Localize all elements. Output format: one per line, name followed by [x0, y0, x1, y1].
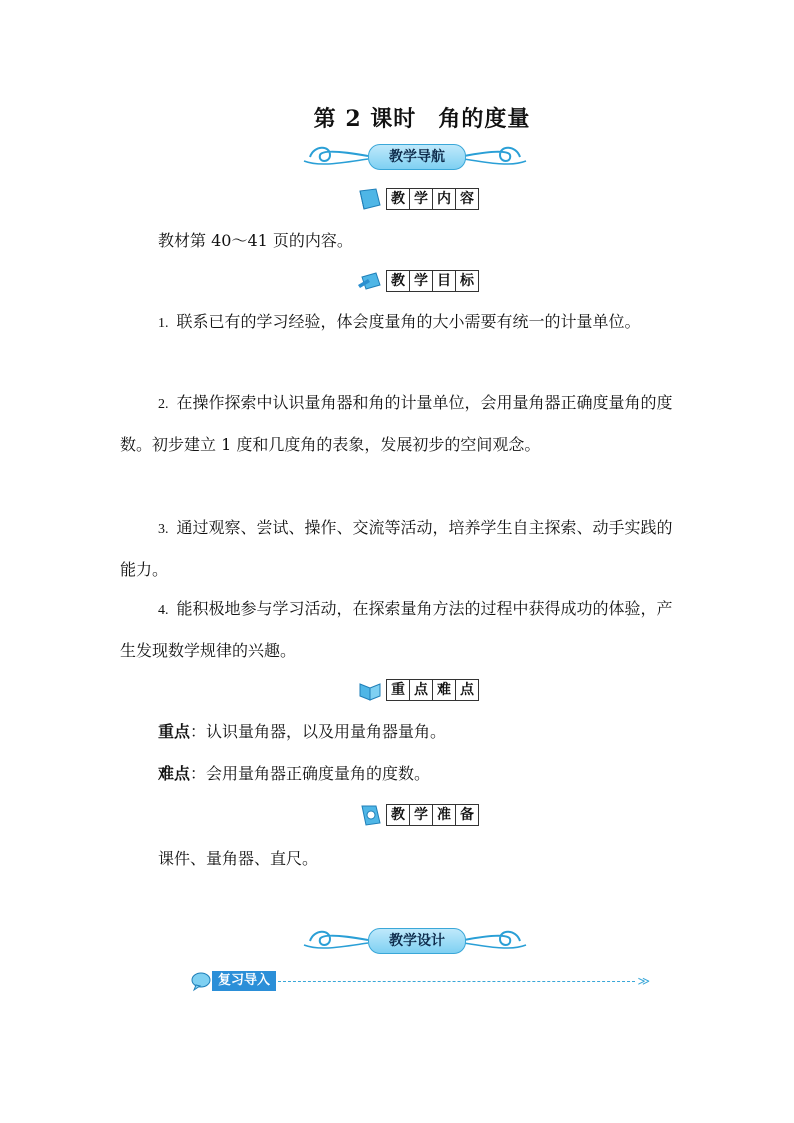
goal-item-1: 1. 联系已有的学习经验，体会度量角的大小需要有统一的计量单位。: [158, 312, 641, 331]
nav-banner-label: 教学导航: [368, 144, 466, 170]
design-banner-label: 教学设计: [368, 928, 466, 954]
goal-item-3: 3. 通过观察、尝试、操作、交流等活动，培养学生自主探索、动手实践的能力。: [120, 518, 673, 579]
prep-text: 课件、量角器、直尺。: [158, 849, 319, 868]
nav-banner: [300, 141, 530, 171]
book-icon: [356, 187, 384, 211]
section-prep-header: 教 学 准 备: [356, 803, 479, 827]
goal-item-2: 2. 在操作探索中认识量角器和角的计量单位，会用量角器正确度量角的度 数。初步建立 1 度和几度角的表象，发展初步的空间观念。: [120, 393, 673, 454]
lesson-number: 第 2 课时: [313, 106, 417, 132]
notebook-icon: [356, 803, 384, 827]
chat-bubble-icon: [190, 970, 212, 992]
content-text: 教材第 40～41 页的内容。: [158, 231, 353, 250]
lesson-title: [0, 102, 794, 133]
double-arrow-icon: ≫: [637, 974, 650, 988]
goal-item-4: 4. 能积极地参与学习活动，在探索量角方法的过程中获得成功的体验，产生发现数学规律的兴趣。: [120, 599, 673, 660]
open-book-icon: [356, 678, 384, 702]
section-content-header: 教 学 内 容: [356, 187, 479, 211]
section-goals-header: 教 学 目 标: [356, 269, 479, 293]
difficulty-text: 难点：会用量角器正确度量角的度数。: [158, 764, 431, 783]
pencil-book-icon: [356, 269, 384, 293]
review-intro-bar: [190, 969, 650, 993]
section-keypoints-header: 重 点 难 点: [356, 678, 479, 702]
keypoint-text: 重点：认识量角器，以及用量角器量角。: [158, 722, 447, 741]
lesson-topic: 角的度量: [438, 106, 531, 132]
dashed-divider: [278, 981, 635, 982]
design-banner: [300, 925, 530, 955]
review-intro-tag: 复习导入: [212, 971, 276, 991]
